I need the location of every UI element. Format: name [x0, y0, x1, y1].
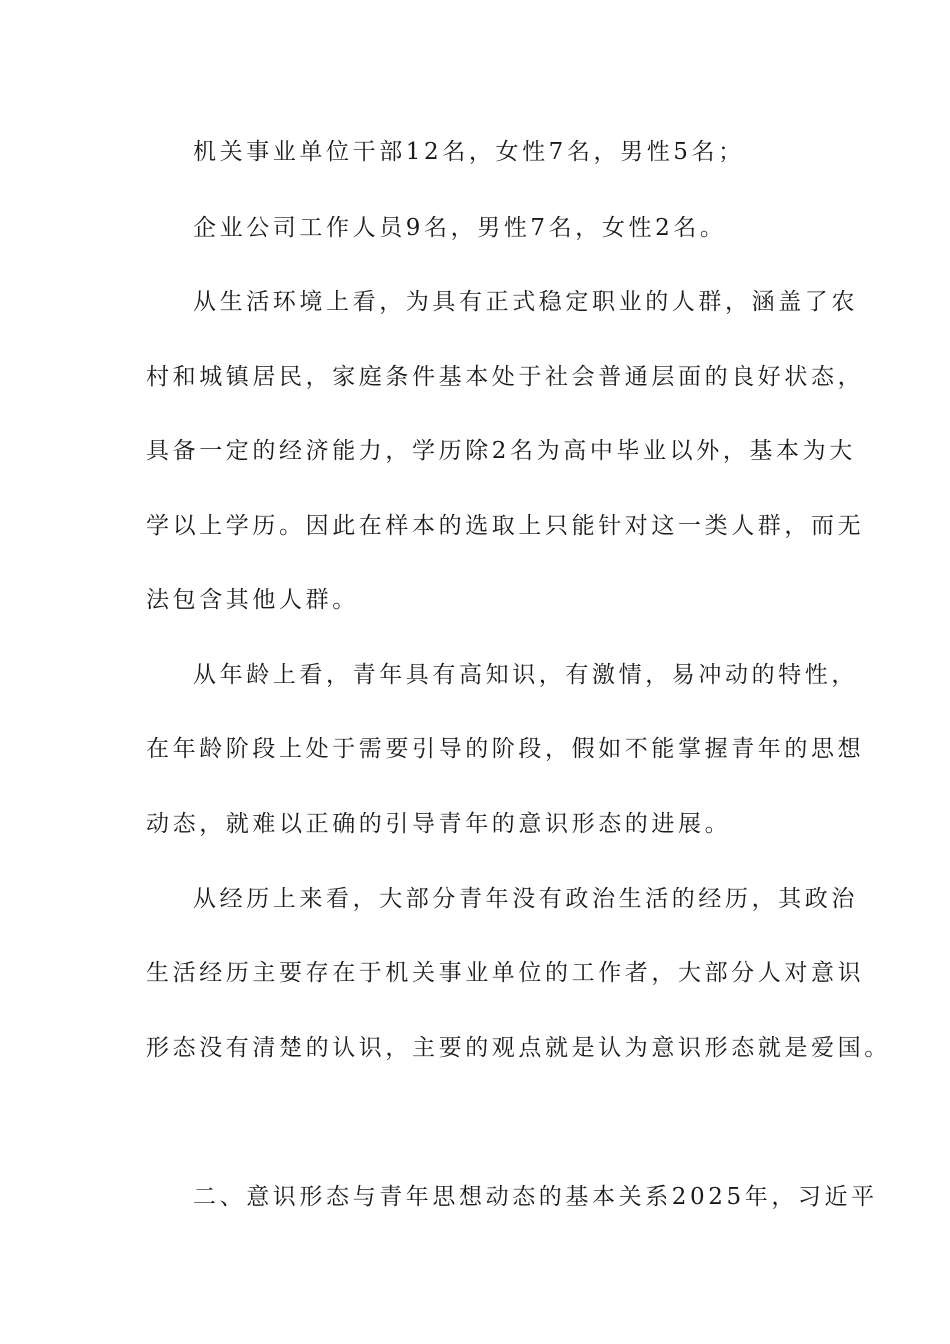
text-line-living-environment-5: 法包含其他人群。 — [146, 587, 359, 613]
text-line-living-environment-4: 学以上学历。因此在样本的选取上只能针对这一类人群，而无 — [146, 513, 865, 539]
text-line-living-environment-2: 村和城镇居民，家庭条件基本处于社会普通层面的良好状态， — [146, 364, 865, 390]
text-line-living-environment-1: 从生活环境上看，为具有正式稳定职业的人群，涵盖了农 — [193, 289, 858, 315]
text-line-experience-3: 形态没有清楚的认识，主要的观点就是认为意识形态就是爱国。 — [146, 1035, 891, 1061]
text-line-age-2: 在年龄阶段上处于需要引导的阶段，假如不能掌握青年的思想 — [146, 736, 865, 762]
text-line-age-1: 从年龄上看，青年具有高知识，有激情，易冲动的特性， — [193, 662, 858, 688]
text-line-living-environment-3: 具备一定的经济能力，学历除2名为高中毕业以外，基本为大 — [146, 438, 856, 464]
text-line-company-staff-count: 企业公司工作人员9名，男性7名，女性2名。 — [193, 215, 727, 241]
section-heading-ideology-youth: 二、意识形态与青年思想动态的基本关系2025年，习近平 — [193, 1184, 878, 1210]
text-line-cadre-count: 机关事业单位干部12名，女性7名，男性5名； — [193, 139, 745, 165]
text-line-experience-2: 生活经历主要存在于机关事业单位的工作者，大部分人对意识 — [146, 960, 865, 986]
text-line-age-3: 动态，就难以正确的引导青年的意识形态的进展。 — [146, 811, 732, 837]
text-line-experience-1: 从经历上来看，大部分青年没有政治生活的经历，其政治 — [193, 886, 858, 912]
